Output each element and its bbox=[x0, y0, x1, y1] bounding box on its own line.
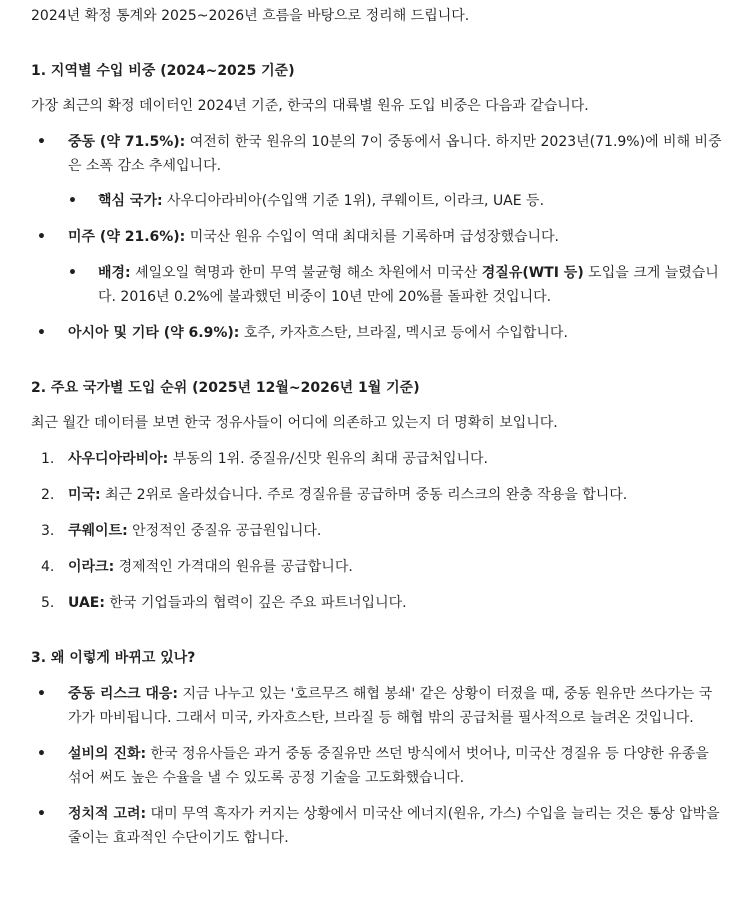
item-text: 대미 무역 흑자가 커지는 상황에서 미국산 에너지(원유, 가스) 수입을 늘리는 것은 통상 압박을 줄이는 효과적인 수단이기도 합니다. bbox=[68, 806, 720, 846]
item-emphasis: 경질유(WTI 등) bbox=[481, 265, 584, 281]
rank-number: 5. bbox=[41, 595, 55, 611]
intro-paragraph: 2024년 확정 통계와 2025~2026년 흐름을 바탕으로 정리해 드립니다. bbox=[31, 8, 470, 24]
item-text: 부동의 1위. 중질유/신맛 원유의 최대 공급처입니다. bbox=[168, 451, 488, 467]
item-label: UAE: bbox=[68, 595, 105, 611]
item-label: 중동 (약 71.5%): bbox=[68, 134, 186, 150]
item-text: 안정적인 중질유 공급원입니다. bbox=[127, 523, 322, 539]
list-item-middle-east bbox=[31, 130, 724, 178]
item-text: 경제적인 가격대의 원유를 공급합니다. bbox=[114, 559, 353, 575]
list-item-political-consideration bbox=[31, 802, 724, 850]
section-2-heading: 2. 주요 국가별 도입 순위 (2025년 12월~2026년 1월 기준) bbox=[31, 380, 420, 396]
rank-item-5 bbox=[31, 591, 724, 615]
rank-number: 4. bbox=[41, 559, 55, 575]
item-label: 아시아 및 기타 (약 6.9%): bbox=[68, 325, 240, 341]
section-2-ranking-list bbox=[31, 447, 724, 615]
list-item-asia-other bbox=[31, 321, 724, 345]
item-text: 한국 기업들과의 협력이 깊은 주요 파트너입니다. bbox=[104, 595, 407, 611]
rank-number: 3. bbox=[41, 523, 55, 539]
sub-item-key-countries bbox=[31, 189, 724, 213]
item-text: 미국산 원유 수입이 역대 최대치를 기록하며 급성장했습니다. bbox=[185, 229, 559, 245]
item-text: 도입을 크게 늘렸습니다. 2016년 0.2%에 불과했던 비중이 10년 만에 20%를 돌파한 것입니다. bbox=[98, 265, 719, 305]
item-label: 미국: bbox=[68, 487, 101, 503]
section-1-lead: 가장 최근의 확정 데이터인 2024년 기준, 한국의 대륙별 원유 도입 비중은 다음과 같습니다. bbox=[31, 98, 589, 114]
item-text: 지금 나누고 있는 '호르무즈 해협 봉쇄' 같은 상황이 터졌을 때, 중동 원유만 쓰다가는 국가가 마비됩니다. 그래서 미국, 카자흐스탄, 브라질 등 해협 밖의 공급처를 필사적으로 늘려온 것입니다. bbox=[68, 686, 713, 726]
item-label: 핵심 국가: bbox=[98, 193, 163, 209]
item-label: 중동 리스크 대응: bbox=[68, 686, 179, 702]
item-label: 정치적 고려: bbox=[68, 806, 147, 822]
section-3-list bbox=[31, 682, 724, 850]
list-item-americas bbox=[31, 225, 724, 249]
section-2-lead: 최근 월간 데이터를 보면 한국 정유사들이 어디에 의존하고 있는지 더 명확히 보입니다. bbox=[31, 415, 558, 431]
list-item-facility-evolution bbox=[31, 742, 724, 790]
item-text: 사우디아라비아(수입액 기준 1위), 쿠웨이트, 이라크, UAE 등. bbox=[162, 193, 545, 209]
section-3-heading: 3. 왜 이렇게 바뀌고 있나? bbox=[31, 650, 196, 666]
rank-item-3 bbox=[31, 519, 724, 543]
rank-item-2 bbox=[31, 483, 724, 507]
item-text: 호주, 카자흐스탄, 브라질, 멕시코 등에서 수입합니다. bbox=[239, 325, 568, 341]
item-label: 이라크: bbox=[68, 559, 115, 575]
item-label: 사우디아라비아: bbox=[68, 451, 169, 467]
section-1-heading: 1. 지역별 수입 비중 (2024~2025 기준) bbox=[31, 63, 295, 79]
sub-item-background bbox=[31, 261, 724, 309]
item-label: 설비의 진화: bbox=[68, 746, 147, 762]
rank-number: 2. bbox=[41, 487, 55, 503]
item-label: 배경: bbox=[98, 265, 131, 281]
rank-number: 1. bbox=[41, 451, 55, 467]
item-label: 쿠웨이트: bbox=[68, 523, 128, 539]
list-item-risk-response bbox=[31, 682, 724, 730]
item-text: 여전히 한국 원유의 10분의 7이 중동에서 옵니다. 하지만 2023년(71.9%)에 비해 비중은 소폭 감소 추세입니다. bbox=[68, 134, 722, 174]
section-1-list bbox=[31, 130, 724, 345]
rank-item-4 bbox=[31, 555, 724, 579]
rank-item-1 bbox=[31, 447, 724, 471]
item-text: 셰일오일 혁명과 한미 무역 불균형 해소 차원에서 미국산 bbox=[130, 265, 482, 281]
item-label: 미주 (약 21.6%): bbox=[68, 229, 186, 245]
item-text: 최근 2위로 올라섰습니다. 주로 경질유를 공급하며 중동 리스크의 완충 작용을 합니다. bbox=[100, 487, 628, 503]
item-text: 한국 정유사들은 과거 중동 중질유만 쓰던 방식에서 벗어나, 미국산 경질유 등 다양한 유종을 섞어 써도 높은 수율을 낼 수 있도록 공정 기술을 고도화했습니다. bbox=[68, 746, 709, 786]
